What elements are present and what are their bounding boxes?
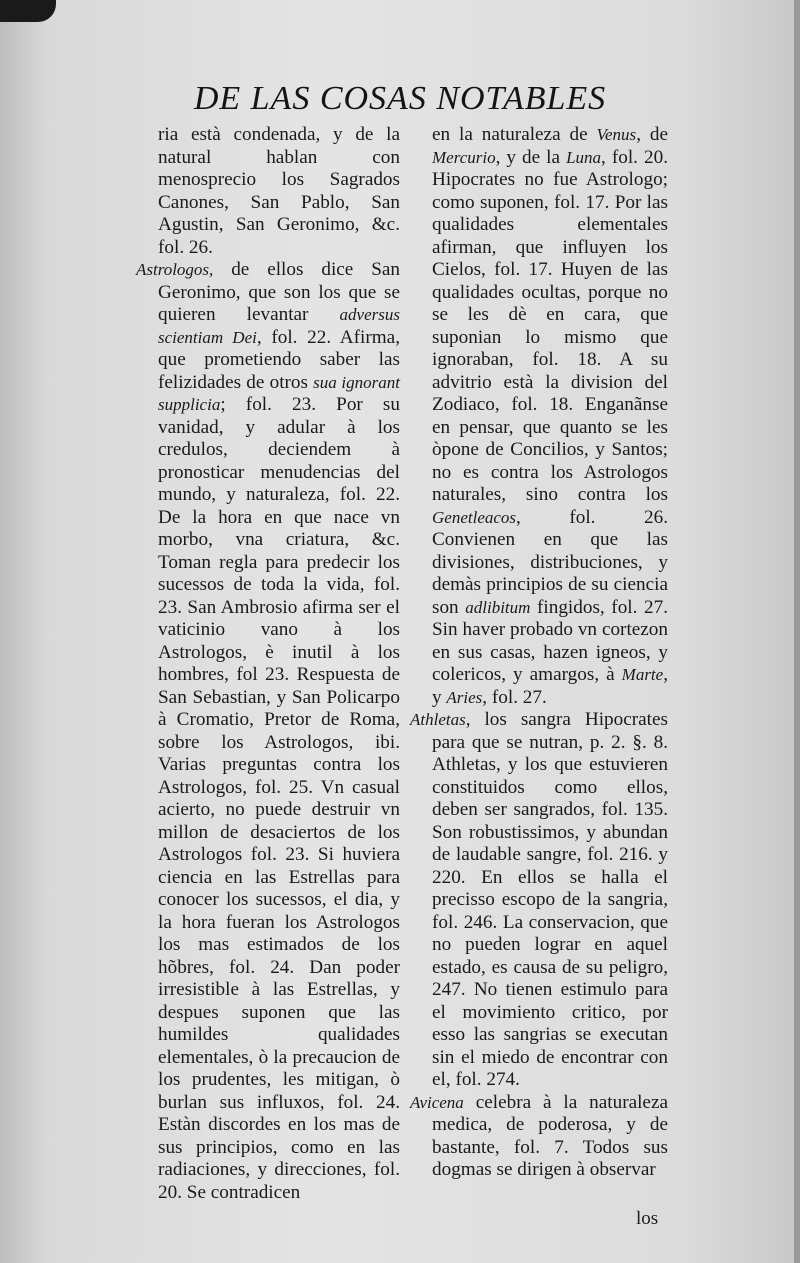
entry-text: , fol. 27.	[482, 686, 547, 708]
italic-term: adlibitum	[465, 597, 531, 617]
index-column-left	[136, 124, 400, 1204]
entry-text: , fol. 20. Hipocrates no fue Astrologo; como suponen, fol. 17. Por las qualidades elementales afirman, que influyen los Cielos, fol. 17. Huyen de las qualidades ocultas, porque no se les dè en cara, que suponian lo mismo que ignoraban, fol. 18. A su advitrio està la division del Zodiaco, fol. 18. Enganãnse en pensar, que quanto se les òpone de Concilios, y Santos; no es contra los Astrologos naturales, sino contra los	[432, 146, 668, 505]
entry-text: , y	[432, 664, 668, 708]
entry-text: celebra à la naturaleza medica, de poderosa, y de bastante, fol. 7. Todos sus dogmas se dirigen à observar	[432, 1091, 668, 1180]
index-entry	[136, 259, 400, 1204]
italic-term: Aries	[446, 687, 483, 707]
entry-text: , fol. 22. Afirma, que prometiendo saber las felizidades de otros	[158, 326, 400, 393]
entry-text: ; fol. 23. Por su vanidad, y adular à los credulos, deciendem à pronosticar menudencias del mundo, y naturaleza, fol. 22. De la hora en que nace vn morbo, vna criatura, &c. Toman regla para predecir los sucessos de toda la vida, fol. 23. San Ambrosio afirma ser el vaticinio vano à los Astrologos, è inutil à los hombres, fol 23. Respuesta de San Sebastian, y San Policarpo à Cromatio, Pretor de Roma, sobre los Astrologos, ibi. Varias preguntas contra los Astrologos, fol. 25. Vn casual acierto, no puede destruir vn millon de desaciertos de los Astrologos fol. 23. Si huviera ciencia en las Estrellas para conocer los sucessos, el dia, y la hora fueran los Astrologos los mas estimados de los hõbres, fol. 24. Dan poder irresistible à las Estrellas, y despues suponen que las humildes qualidades elementales, ò la precaucion de los prudentes, les mitigan, ò burlan sus influxos, fol. 24. Estàn discordes en los mas de sus principios, como en las radiaciones, y direcciones, fol. 20. Se contradicen	[158, 394, 400, 1203]
italic-term: adversus scientiam Dei	[158, 305, 400, 347]
catchword: los	[636, 1208, 659, 1229]
index-entry-continuation	[136, 124, 400, 259]
entry-text: , fol. 26. Convienen en que las divisiones, distribuciones, y demàs principios de su ciencia son	[432, 506, 668, 618]
italic-term: Marte	[621, 665, 664, 684]
page-edge	[794, 0, 800, 1263]
italic-term: Venus	[596, 125, 637, 144]
italic-term: Astrologos,	[136, 260, 214, 279]
entry-text: de ellos dice San Geronimo, que son los que se quieren levantar	[158, 259, 400, 325]
italic-term: sua ignorant supplicia	[158, 372, 400, 414]
italic-term: Avicena	[410, 1092, 464, 1112]
index-entry-continuation	[410, 124, 668, 709]
entry-text: , de	[636, 124, 668, 145]
entry-text: , y de la	[495, 146, 567, 168]
italic-term: Athletas	[410, 710, 466, 729]
entry-text: en la naturaleza de	[432, 124, 597, 145]
running-header: DE LAS COSAS NOTABLES	[193, 80, 607, 117]
index-column-right	[410, 124, 668, 1182]
scan-corner-shadow	[0, 0, 56, 22]
italic-term: Luna	[566, 147, 602, 167]
italic-term: Mercurio	[432, 147, 496, 167]
index-entry	[410, 709, 668, 1092]
entry-text: fingidos, fol. 27. Sin haver probado vn cortezon en sus casas, hazen igneos, y colericos, y amargos, à	[432, 596, 668, 685]
entry-text: , los sangra Hipocrates para que se nutran, p. 2. §. 8. Athletas, y los que estuvieren constituidos como ellos, deben ser sangrados, fol. 135. Son robustissimos, y abundan de laudable sangre, fol. 216. y 220. En ellos se halla el precisso escopo de la sangria, fol. 246. La conservacion, que no pueden lograr en aquel estado, es causa de su peligro, 247. No tienen estimulo para el movimiento critico, por esso las sangrias se executan sin el miedo de encontrar con el, fol. 274.	[432, 709, 668, 1090]
italic-term: Genetleacos	[432, 507, 517, 527]
index-entry	[410, 1092, 668, 1182]
entry-text: ria està condenada, y de la natural hablan con menosprecio los Sagrados Canones, San Pablo, San Agustin, San Geronimo, &c. fol. 26.	[158, 124, 400, 258]
